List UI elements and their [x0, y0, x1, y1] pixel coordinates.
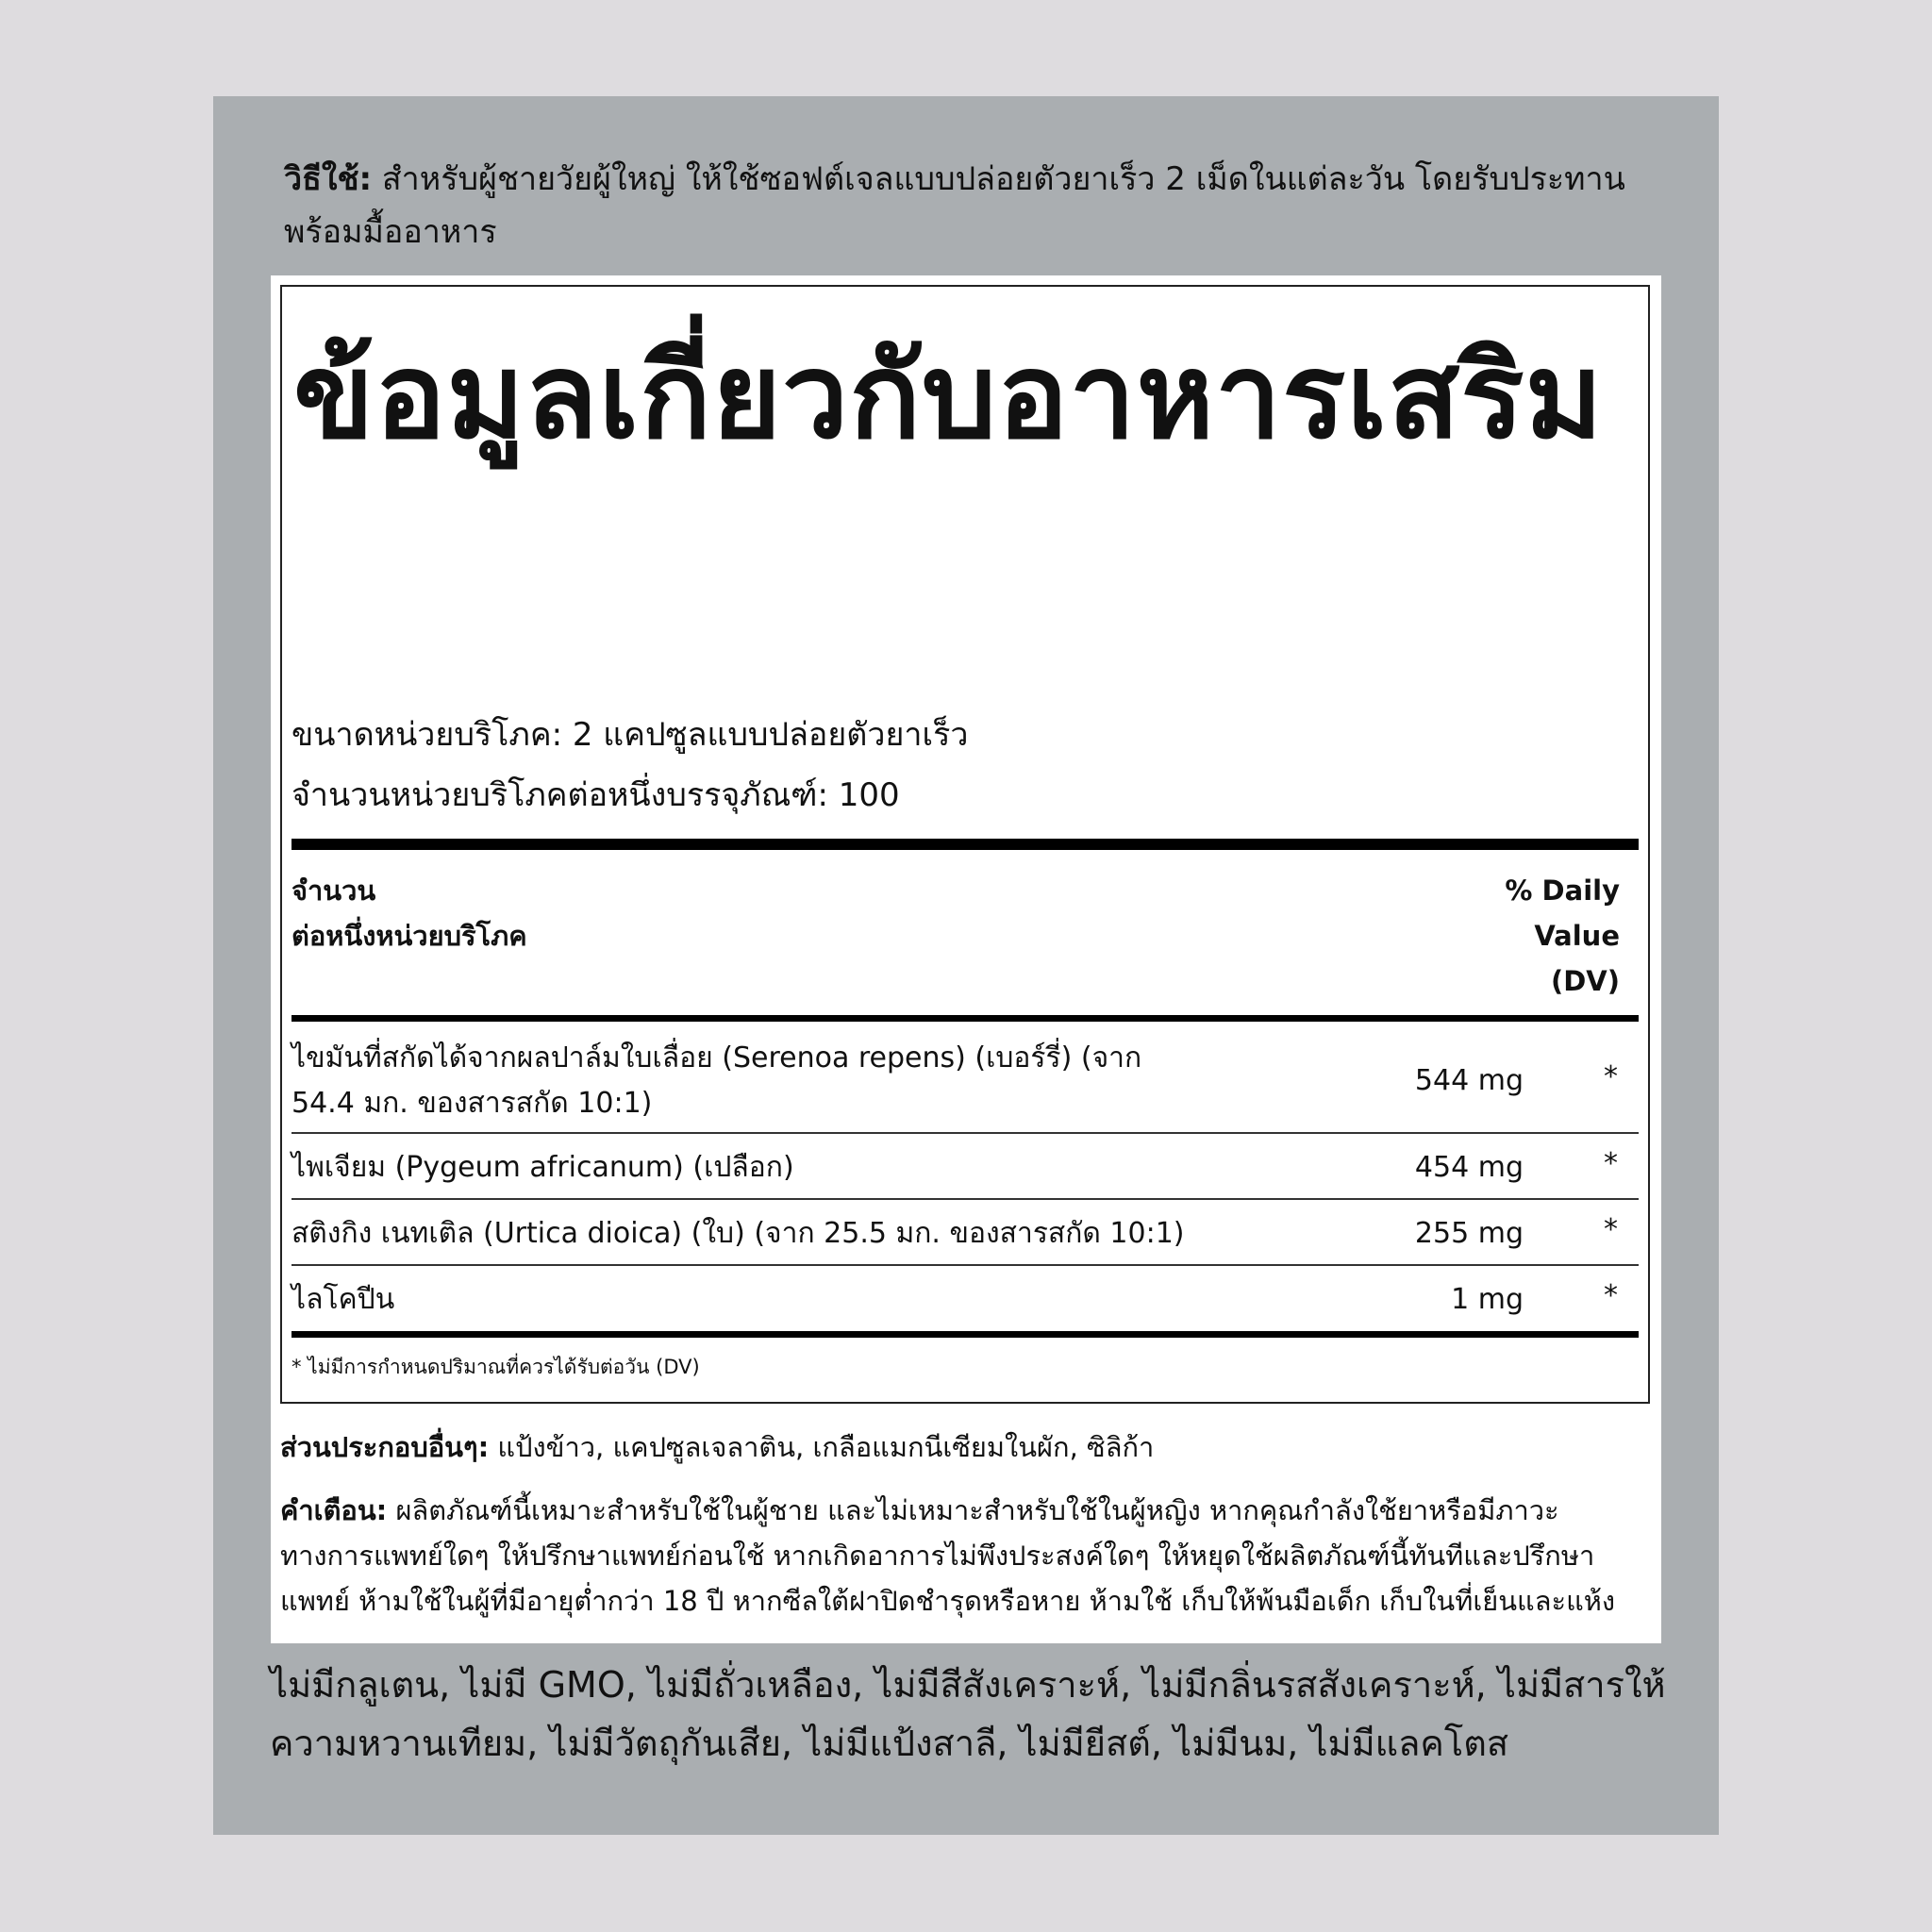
table-row — [291, 1036, 1639, 1130]
ingredient-name: ไขมันที่สกัดได้จากผลปาล์มใบเลื่อย (Serenoa repens) (เบอร์รี่) (จาก 54.4 มก. ของสารสกัด 10:1) — [291, 1041, 1142, 1120]
facts-title: ข้อมูลเกี่ยวกับอาหารเสริม — [293, 328, 1604, 465]
label-panel — [213, 96, 1719, 1835]
header-per-serving: ต่อหนึ่งหน่วยบริโภค — [291, 920, 527, 952]
ingredient-amount: 454 mg — [1414, 1151, 1524, 1184]
table-row — [291, 1145, 1639, 1194]
thick-divider-top — [291, 839, 1639, 850]
dv-footnote: * ไม่มีการกำหนดปริมาณที่ควรได้รับต่อวัน (DV) — [291, 1356, 700, 1378]
directions-label: วิธีใช้: — [284, 160, 373, 198]
amount-per-serving-header — [291, 868, 527, 958]
ingredient-dv: * — [1604, 1060, 1618, 1093]
table-row — [291, 1211, 1639, 1260]
header-value: Value — [1534, 920, 1620, 952]
ingredient-dv: * — [1604, 1213, 1618, 1246]
row-divider — [291, 1264, 1639, 1266]
label-white-area — [271, 275, 1661, 1643]
warning-text — [280, 1488, 1648, 1624]
thick-divider-bottom — [291, 1331, 1639, 1338]
supplement-facts-box — [280, 285, 1650, 1404]
ingredient-amount: 255 mg — [1414, 1217, 1524, 1250]
directions-body: สำหรับผู้ชายวัยผู้ใหญ่ ให้ใช้ซอฟต์เจลแบบปล่อยตัวยาเร็ว 2 เม็ดในแต่ละวัน โดยรับประทานพร้อมมื้ออาหาร — [284, 160, 1625, 251]
ingredient-name: ไลโคปีน — [291, 1283, 395, 1316]
other-ingredients — [280, 1424, 1648, 1470]
header-daily: % Daily — [1505, 874, 1620, 907]
ingredient-dv: * — [1604, 1279, 1618, 1312]
free-from-statement: ไม่มีกลูเตน, ไม่มี GMO, ไม่มีถั่วเหลือง, ไม่มีสีสังเคราะห์, ไม่มีกลิ่นรสสังเคราะห์, ไม่มีสารให้ความหวานเทียม, ไม่มีวัตถุกันเสีย, ไม่มีแป้งสาลี, ไม่มียีสต์, ไม่มีนม, ไม่มีแลคโตส — [270, 1664, 1666, 1764]
ingredient-dv: * — [1604, 1147, 1618, 1180]
ingredient-name: สติงกิง เนทเติล (Urtica dioica) (ใบ) (จาก 25.5 มก. ของสารสกัด 10:1) — [291, 1217, 1185, 1250]
row-divider — [291, 1132, 1639, 1134]
serving-size: ขนาดหน่วยบริโภค: 2 แคปซูลแบบปล่อยตัวยาเร็ว — [291, 716, 969, 754]
thick-divider-header — [291, 1015, 1639, 1022]
warning-label: คำเตือน: — [280, 1494, 388, 1526]
header-amount: จำนวน — [291, 874, 376, 907]
directions-text — [284, 153, 1671, 258]
ingredient-amount: 1 mg — [1451, 1283, 1524, 1316]
warning-body: ผลิตภัณฑ์นี้เหมาะสำหรับใช้ในผู้ชาย และไม่เหมาะสำหรับใช้ในผู้หญิง หากคุณกำลังใช้ยาหรือมีภาวะทางการแพทย์ใดๆ ให้ปรึกษาแพทย์ก่อนใช้ หากเกิดอาการไม่พึงประสงค์ใดๆ ให้หยุดใช้ผลิตภัณฑ์นี้ทันทีและปรึกษาแพทย์ ห้ามใช้ในผู้ที่มีอายุต่ำกว่า 18 ปี หากซีลใต้ฝาปิดชำรุดหรือหาย ห้ามใช้ เก็บให้พ้นมือเด็ก เก็บในที่เย็นและแห้ง — [280, 1494, 1616, 1617]
ingredient-amount: 544 mg — [1414, 1064, 1524, 1097]
table-row — [291, 1277, 1639, 1326]
row-divider — [291, 1198, 1639, 1200]
other-ingredients-label: ส่วนประกอบอื่นๆ: — [280, 1431, 490, 1463]
servings-per-container: จำนวนหน่วยบริโภคต่อหนึ่งบรรจุภัณฑ์: 100 — [291, 776, 900, 814]
header-dv: (DV) — [1550, 965, 1620, 997]
ingredient-name: ไพเจียม (Pygeum africanum) (เปลือก) — [291, 1151, 794, 1184]
other-ingredients-text: แป้งข้าว, แคปซูลเจลาติน, เกลือแมกนีเซียมในผัก, ซิลิก้า — [489, 1431, 1155, 1463]
daily-value-header — [1505, 868, 1620, 1004]
